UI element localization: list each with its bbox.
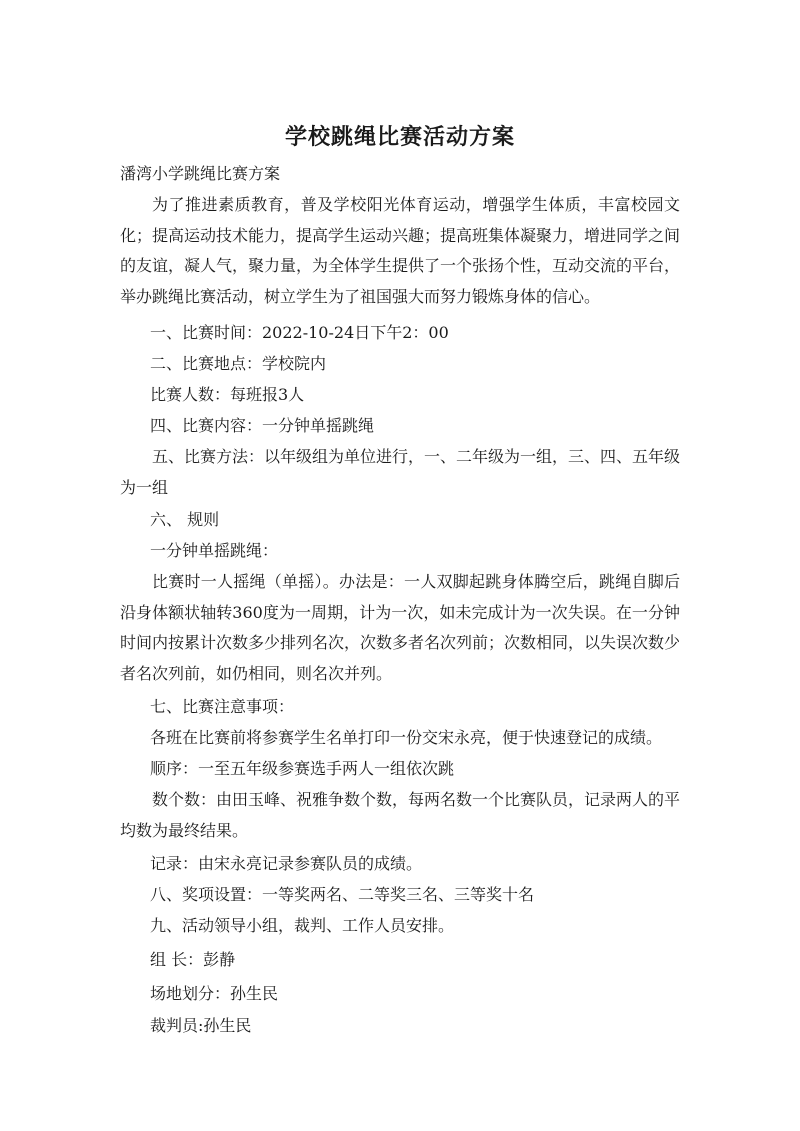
page-title: 学校跳绳比赛活动方案 [284, 125, 515, 150]
venue-line: 场地划分：孙生民 [150, 984, 279, 1003]
competition-people: 比赛人数：每班报3人 [150, 385, 305, 404]
judge-line: 裁判员:孙生民 [150, 1016, 252, 1035]
leader-line: 组 长：彭静 [150, 950, 236, 969]
rules-paragraph: 比赛时一人摇绳（单摇）。办法是：一人双脚起跳身体腾空后，跳绳自脚后沿身体额状轴转360度为一周期，计为一次，如未完成计为一次失误。在一分钟时间内按累计次数多少排列名次，次数多者名次列前；次数相同，以失误次数少者名次列前，如仍相同，则名次并列。 [120, 572, 681, 683]
note-item: 顺序：一至五年级参赛选手两人一组依次跳 [150, 759, 455, 778]
note-item: 各班在比赛前将参赛学生名单打印一份交宋永亮，便于快速登记的成绩。 [150, 728, 663, 747]
rules-heading: 六、 规则 [150, 510, 220, 529]
note-item: 数个数：由田玉峰、祝雅争数个数，每两名数一个比赛队员，记录两人的平均数为最终结果。 [120, 790, 681, 840]
rules-subheading: 一分钟单摇跳绳： [150, 541, 279, 560]
competition-time: 一、比赛时间：2022-10-24日下午2：00 [150, 323, 449, 342]
notes-heading: 七、比赛注意事项： [150, 697, 295, 716]
leaders-heading: 九、活动领导小组，裁判、工作人员安排。 [150, 916, 455, 935]
intro-paragraph: 为了推进素质教育，普及学校阳光体育运动，增强学生体质，丰富校园文化；提高运动技术能力，提高学生运动兴趣；提高班集体凝聚力，增进同学之间的友谊，凝人气，聚力量，为全体学生提供了一个张扬个性，互动交流的平台，举办跳绳比赛活动，树立学生为了祖国强大而努力锻炼身体的信心。 [120, 195, 681, 306]
competition-place: 二、比赛地点：学校院内 [150, 354, 327, 373]
competition-content: 四、比赛内容：一分钟单摇跳绳 [150, 416, 375, 435]
note-item: 记录：由宋永亮记录参赛队员的成绩。 [150, 854, 423, 873]
awards-line: 八、奖项设置：一等奖两名、二等奖三名、三等奖十名 [150, 885, 535, 904]
document-subtitle: 潘湾小学跳绳比赛方案 [120, 164, 281, 183]
competition-method: 五、比赛方法：以年级组为单位进行，一、二年级为一组，三、四、五年级为一组 [120, 447, 681, 497]
